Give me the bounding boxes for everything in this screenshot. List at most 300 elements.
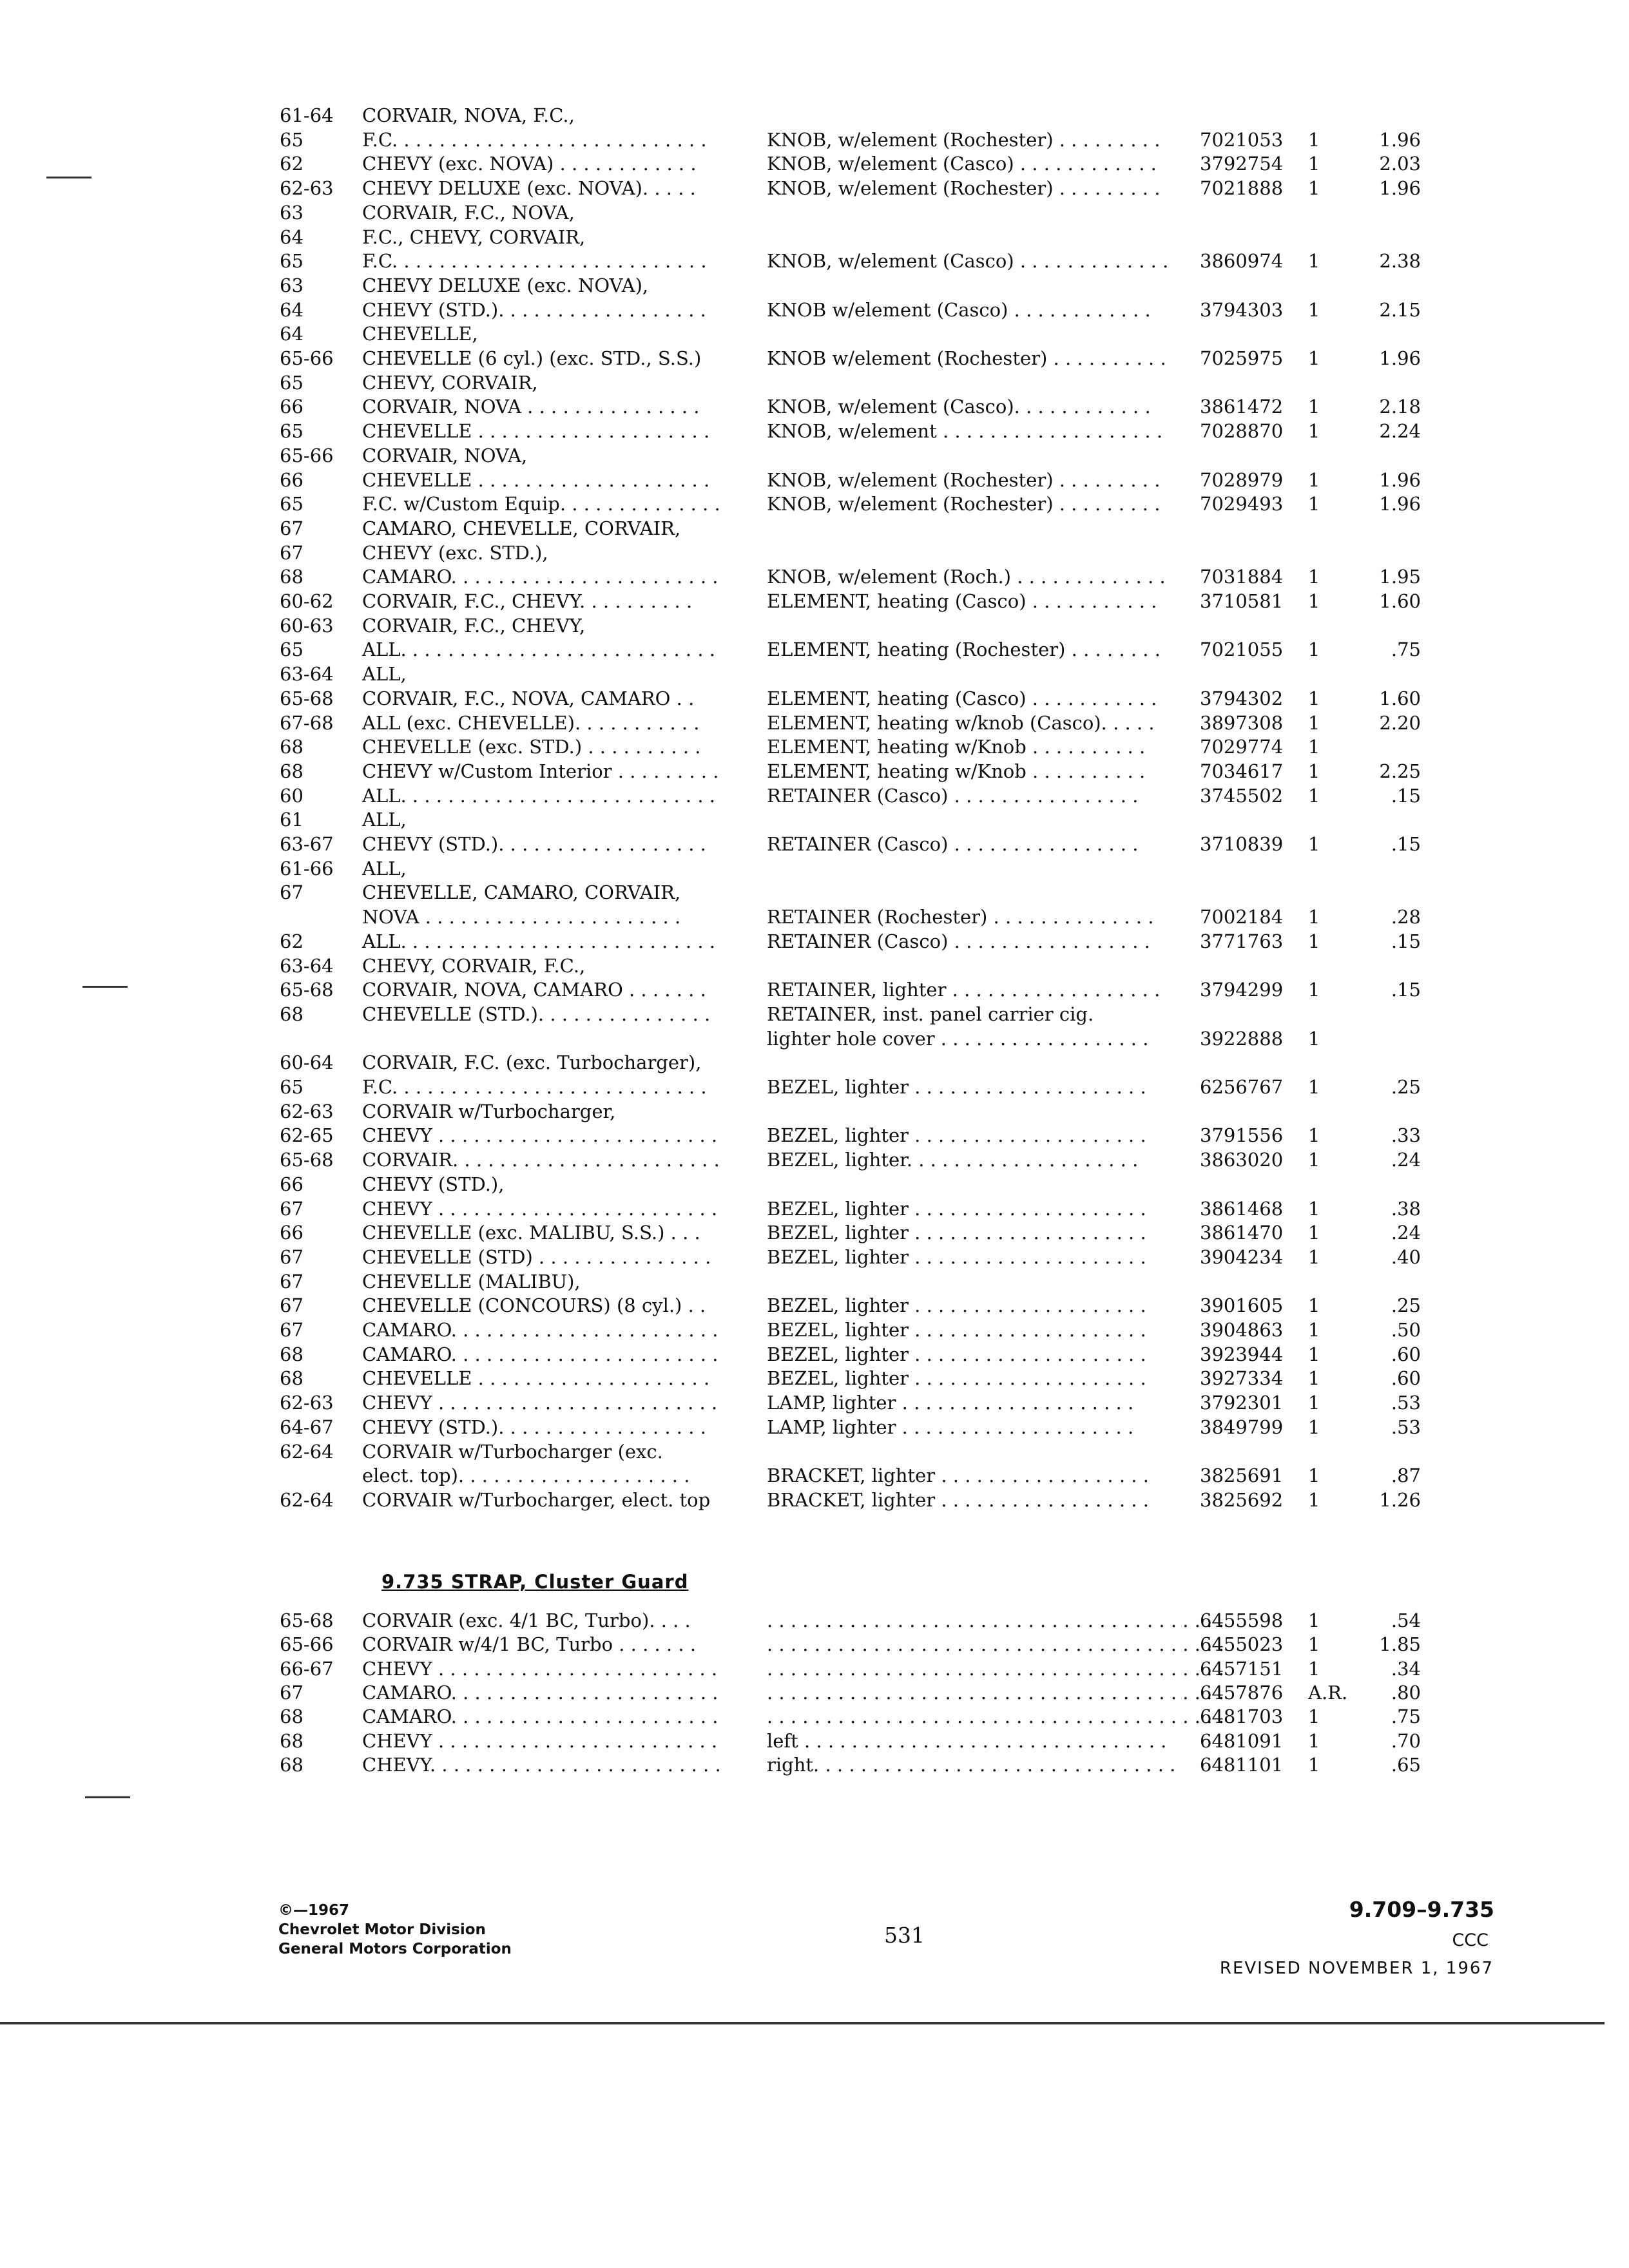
description-cell: KNOB, w/element (Casco) . . . . . . . . . . . . . — [767, 250, 1169, 273]
part-number-cell: 3794303 — [1200, 298, 1284, 321]
year-cell: 68 — [280, 1003, 304, 1025]
price-cell: 2.18 — [1379, 396, 1421, 418]
year-cell: 63-67 — [280, 833, 334, 855]
model-cell: CORVAIR, F.C. (exc. Turbocharger), — [362, 1052, 702, 1074]
year-cell: 68 — [280, 1367, 304, 1390]
year-cell: 62-63 — [280, 1100, 334, 1122]
quantity-cell: 1 — [1308, 1753, 1320, 1776]
table-row — [0, 1390, 1421, 1415]
year-cell: 61-64 — [280, 104, 334, 126]
part-number-cell: 3745502 — [1200, 784, 1284, 807]
model-cell: CORVAIR, NOVA, CAMARO . . . . . . . — [362, 979, 706, 1001]
model-cell: elect. top). . . . . . . . . . . . . . . . . . . . — [362, 1465, 690, 1487]
year-cell: 65-68 — [280, 1610, 334, 1631]
price-cell: 1.96 — [1379, 347, 1421, 369]
quantity-cell: 1 — [1308, 1245, 1320, 1268]
part-number-cell: 7028979 — [1200, 468, 1284, 491]
description-cell: ELEMENT, heating (Casco) . . . . . . . . . . . — [767, 687, 1157, 709]
quantity-cell: 1 — [1308, 1149, 1320, 1171]
table-row — [0, 1342, 1421, 1367]
quantity-cell: 1 — [1308, 1343, 1320, 1365]
price-cell: .28 — [1391, 906, 1421, 928]
description-cell: BEZEL, lighter . . . . . . . . . . . . . . . . . . . . — [767, 1124, 1146, 1147]
quantity-cell: 1 — [1308, 1416, 1320, 1438]
price-cell: .87 — [1391, 1465, 1421, 1487]
part-number-cell: 3791556 — [1200, 1124, 1284, 1147]
year-cell: 61-66 — [280, 857, 334, 879]
catalog-code: CCC — [1452, 1930, 1489, 1950]
year-cell: 65-66 — [280, 347, 334, 369]
description-cell: ELEMENT, heating (Casco) . . . . . . . . . . . — [767, 590, 1157, 612]
description-cell: BEZEL, lighter . . . . . . . . . . . . . . . . . . . . — [767, 1319, 1146, 1341]
model-cell: CORVAIR, NOVA, F.C., — [362, 104, 575, 126]
model-cell: CHEVY (STD.). . . . . . . . . . . . . . . . . . — [362, 1416, 706, 1438]
description-cell: BRACKET, lighter . . . . . . . . . . . . . . . . . . — [767, 1488, 1149, 1511]
year-cell: 68 — [280, 1729, 304, 1752]
quantity-cell: 1 — [1308, 1657, 1320, 1680]
price-cell: .34 — [1391, 1657, 1421, 1680]
quantity-cell: 1 — [1308, 906, 1320, 928]
quantity-cell: 1 — [1308, 250, 1320, 273]
part-number-cell: 3927334 — [1200, 1367, 1284, 1390]
part-number-cell: 7002184 — [1200, 906, 1284, 928]
price-cell: 2.24 — [1379, 420, 1421, 443]
table-row — [0, 662, 1421, 686]
table-row — [0, 1293, 1421, 1318]
description-cell: BEZEL, lighter . . . . . . . . . . . . . . . . . . . . — [767, 1076, 1146, 1098]
table-row — [0, 225, 1421, 249]
table-row — [0, 1704, 1421, 1729]
quantity-cell: 1 — [1308, 760, 1320, 782]
year-cell: 62 — [280, 930, 304, 952]
table-row — [0, 880, 1421, 905]
table-row — [0, 541, 1421, 565]
table-row — [0, 176, 1421, 200]
year-cell: 66 — [280, 1173, 304, 1195]
model-cell: CHEVY (STD.). . . . . . . . . . . . . . . . . . — [362, 298, 706, 321]
quantity-cell: 1 — [1308, 566, 1320, 588]
table-row — [0, 200, 1421, 225]
part-number-cell: 6481703 — [1200, 1706, 1284, 1728]
price-cell: .15 — [1391, 833, 1421, 855]
description-cell: . . . . . . . . . . . . . . . . . . . . . . . . . . . . . . . . . . . . . . . — [767, 1633, 1224, 1656]
part-number-cell: 3922888 — [1200, 1027, 1284, 1050]
year-cell: 67 — [280, 1197, 304, 1220]
table-row — [0, 1050, 1421, 1075]
year-cell: 67 — [280, 1270, 304, 1293]
model-cell: CHEVY. . . . . . . . . . . . . . . . . . . . . . . . . — [362, 1753, 721, 1776]
year-cell: 65-68 — [280, 979, 334, 1001]
model-cell: CORVAIR w/Turbocharger (exc. — [362, 1440, 663, 1463]
year-cell: 67 — [280, 517, 304, 539]
table-row — [0, 516, 1421, 541]
table-row — [0, 613, 1421, 638]
part-number-cell: 3861470 — [1200, 1222, 1284, 1244]
quantity-cell: 1 — [1308, 177, 1320, 200]
price-cell: 2.15 — [1379, 298, 1421, 321]
description-cell: lighter hole cover . . . . . . . . . . . . . . . . . . — [767, 1027, 1149, 1050]
description-cell: BEZEL, lighter . . . . . . . . . . . . . . . . . . . . — [767, 1197, 1146, 1220]
table-row — [0, 735, 1421, 759]
part-number-cell: 3861468 — [1200, 1197, 1284, 1220]
quantity-cell: 1 — [1308, 347, 1320, 369]
quantity-cell: 1 — [1308, 1488, 1320, 1511]
price-cell: .15 — [1391, 930, 1421, 952]
model-cell: ALL, — [362, 857, 407, 879]
description-cell: ELEMENT, heating w/Knob . . . . . . . . . . — [767, 736, 1146, 758]
table-row — [0, 1318, 1421, 1342]
part-number-cell: 3861472 — [1200, 396, 1284, 418]
part-number-cell: 7021053 — [1200, 128, 1284, 151]
model-cell: CHEVELLE, CAMARO, CORVAIR, — [362, 881, 681, 904]
model-cell: CHEVY . . . . . . . . . . . . . . . . . . . . . . . . — [362, 1657, 718, 1680]
price-cell: 2.20 — [1379, 711, 1421, 734]
table-row — [0, 954, 1421, 978]
revision-date: REVISED NOVEMBER 1, 1967 — [1219, 1959, 1494, 1978]
bottom-rule — [0, 2022, 1605, 2024]
part-number-cell: 6457151 — [1200, 1657, 1284, 1680]
part-number-cell: 3825692 — [1200, 1488, 1284, 1511]
year-cell: 67 — [280, 881, 304, 904]
price-cell: .60 — [1391, 1367, 1421, 1390]
year-cell: 60-62 — [280, 590, 334, 612]
year-cell: 65-68 — [280, 687, 334, 709]
quantity-cell: 1 — [1308, 736, 1320, 758]
table-row — [0, 905, 1421, 929]
year-cell: 64 — [280, 323, 304, 345]
description-cell: BEZEL, lighter. . . . . . . . . . . . . . . . . . . . — [767, 1149, 1139, 1171]
year-cell: 63 — [280, 201, 304, 224]
model-cell: CORVAIR, NOVA . . . . . . . . . . . . . . . — [362, 396, 700, 418]
model-cell: CORVAIR, F.C., NOVA, — [362, 201, 575, 224]
quantity-cell: 1 — [1308, 1633, 1320, 1656]
model-cell: CHEVELLE, — [362, 323, 478, 345]
table-row — [0, 637, 1421, 662]
table-row — [0, 783, 1421, 808]
description-cell: KNOB, w/element (Rochester) . . . . . . . . . — [767, 128, 1161, 151]
price-cell: 1.95 — [1379, 566, 1421, 588]
quantity-cell: 1 — [1308, 420, 1320, 443]
part-number-cell: 6455023 — [1200, 1633, 1284, 1656]
model-cell: CHEVELLE (STD) . . . . . . . . . . . . . . . — [362, 1245, 711, 1268]
description-cell: RETAINER (Casco) . . . . . . . . . . . . . . . . — [767, 833, 1139, 855]
table-row — [0, 103, 1421, 128]
table-row — [0, 1026, 1421, 1051]
model-cell: CHEVELLE (CONCOURS) (8 cyl.) . . — [362, 1294, 706, 1317]
price-cell: 1.96 — [1379, 493, 1421, 515]
table-row — [0, 1463, 1421, 1488]
price-cell: .65 — [1391, 1753, 1421, 1776]
part-number-cell: 7025975 — [1200, 347, 1284, 369]
model-cell: CHEVY, CORVAIR, — [362, 371, 538, 394]
price-cell: .75 — [1391, 639, 1421, 661]
year-cell: 66 — [280, 396, 304, 418]
part-number-cell: 3860974 — [1200, 250, 1284, 273]
price-cell: .40 — [1391, 1245, 1421, 1268]
model-cell: F.C. . . . . . . . . . . . . . . . . . . . . . . . . . . — [362, 128, 707, 151]
margin-mark — [46, 177, 92, 178]
price-cell: .25 — [1391, 1294, 1421, 1317]
year-cell: 65 — [280, 639, 304, 661]
description-cell: . . . . . . . . . . . . . . . . . . . . . . . . . . . . . . . . . . . . . . . — [767, 1610, 1224, 1631]
part-number-cell: 7034617 — [1200, 760, 1284, 782]
part-number-cell: 6481091 — [1200, 1729, 1284, 1752]
price-cell: .25 — [1391, 1076, 1421, 1098]
table-row — [0, 711, 1421, 735]
year-cell: 63-64 — [280, 663, 334, 686]
year-cell: 68 — [280, 736, 304, 758]
price-cell: .54 — [1391, 1610, 1421, 1631]
year-cell: 62-64 — [280, 1440, 334, 1463]
part-number-cell: 7029774 — [1200, 736, 1284, 758]
table-row — [0, 128, 1421, 152]
price-cell: 1.26 — [1379, 1488, 1421, 1511]
price-cell: .33 — [1391, 1124, 1421, 1147]
model-cell: CAMARO. . . . . . . . . . . . . . . . . . . . . . . — [362, 1681, 718, 1704]
quantity-cell: 1 — [1308, 1392, 1320, 1414]
model-cell: CHEVY . . . . . . . . . . . . . . . . . . . . . . . . — [362, 1197, 718, 1220]
price-cell: .24 — [1391, 1222, 1421, 1244]
year-cell: 67-68 — [280, 711, 334, 734]
year-cell: 68 — [280, 760, 304, 782]
year-cell: 64 — [280, 298, 304, 321]
price-cell: .15 — [1391, 979, 1421, 1001]
description-cell: BEZEL, lighter . . . . . . . . . . . . . . . . . . . . — [767, 1343, 1146, 1365]
model-cell: CHEVY (STD.), — [362, 1173, 505, 1195]
model-cell: CORVAIR w/Turbocharger, elect. top — [362, 1488, 711, 1511]
year-cell: 62-64 — [280, 1488, 334, 1511]
quantity-cell: 1 — [1308, 590, 1320, 612]
price-cell: .15 — [1391, 784, 1421, 807]
part-number-cell: 3792301 — [1200, 1392, 1284, 1414]
quantity-cell: 1 — [1308, 1319, 1320, 1341]
table-row — [0, 443, 1421, 468]
year-cell: 63-64 — [280, 954, 334, 977]
year-cell: 61 — [280, 809, 304, 831]
part-number-cell: 7029493 — [1200, 493, 1284, 515]
price-cell: 1.96 — [1379, 128, 1421, 151]
part-number-cell: 3710581 — [1200, 590, 1284, 612]
table-row — [0, 249, 1421, 273]
model-cell: CORVAIR (exc. 4/1 BC, Turbo). . . . — [362, 1610, 691, 1631]
price-cell: 1.85 — [1379, 1633, 1421, 1656]
year-cell: 62-63 — [280, 177, 334, 200]
quantity-cell: 1 — [1308, 468, 1320, 491]
model-cell: CHEVY DELUXE (exc. NOVA). . . . . — [362, 177, 696, 200]
description-cell: KNOB, w/element (Casco). . . . . . . . . . . . — [767, 396, 1151, 418]
description-cell: ELEMENT, heating (Rochester) . . . . . . . . — [767, 639, 1161, 661]
part-number-cell: 3904863 — [1200, 1319, 1284, 1341]
description-cell: KNOB, w/element (Casco) . . . . . . . . . . . . — [767, 153, 1157, 175]
model-cell: CHEVY . . . . . . . . . . . . . . . . . . . . . . . . — [362, 1124, 718, 1147]
year-cell: 62-65 — [280, 1124, 334, 1147]
description-cell: BEZEL, lighter . . . . . . . . . . . . . . . . . . . . — [767, 1245, 1146, 1268]
model-cell: CORVAIR, F.C., CHEVY. . . . . . . . . . — [362, 590, 693, 612]
part-number-cell: 7028870 — [1200, 420, 1284, 443]
model-cell: CORVAIR w/4/1 BC, Turbo . . . . . . . — [362, 1633, 697, 1656]
model-cell: CAMARO. . . . . . . . . . . . . . . . . . . . . . . — [362, 1706, 718, 1728]
table-row — [0, 1366, 1421, 1390]
description-cell: RETAINER (Casco) . . . . . . . . . . . . . . . . . — [767, 930, 1150, 952]
year-cell: 64 — [280, 226, 304, 248]
publisher-block — [278, 1901, 512, 1959]
quantity-cell: 1 — [1308, 128, 1320, 151]
table-row — [0, 1220, 1421, 1245]
quantity-cell: 1 — [1308, 396, 1320, 418]
year-cell: 67 — [280, 1681, 304, 1704]
year-cell: 68 — [280, 1753, 304, 1776]
part-number-cell: 7021888 — [1200, 177, 1284, 200]
quantity-cell: 1 — [1308, 930, 1320, 952]
year-cell: 65 — [280, 250, 304, 273]
table-row — [0, 298, 1421, 322]
model-cell: CAMARO, CHEVELLE, CORVAIR, — [362, 517, 681, 539]
year-cell: 63 — [280, 274, 304, 296]
description-cell: ELEMENT, heating w/Knob . . . . . . . . . . — [767, 760, 1146, 782]
year-cell: 67 — [280, 1245, 304, 1268]
table-row — [0, 856, 1421, 881]
table-row — [0, 1148, 1421, 1172]
corporation: General Motors Corporation — [278, 1941, 512, 1957]
year-cell: 65-66 — [280, 1633, 334, 1656]
description-cell: BRACKET, lighter . . . . . . . . . . . . . . . . . . — [767, 1465, 1149, 1487]
model-cell: ALL, — [362, 809, 407, 831]
year-cell: 62 — [280, 153, 304, 175]
year-cell: 65 — [280, 1076, 304, 1098]
model-cell: CHEVY . . . . . . . . . . . . . . . . . . . . . . . . — [362, 1729, 718, 1752]
table-row — [0, 1753, 1421, 1777]
table-row — [0, 1075, 1421, 1099]
part-number-cell: 7021055 — [1200, 639, 1284, 661]
model-cell: CAMARO. . . . . . . . . . . . . . . . . . . . . . . — [362, 1343, 718, 1365]
section-title: 9.735 STRAP, Cluster Guard — [381, 1571, 689, 1593]
description-cell: . . . . . . . . . . . . . . . . . . . . . . . . . . . . . . . . . . . . . . . — [767, 1681, 1224, 1704]
part-number-cell: 7031884 — [1200, 566, 1284, 588]
description-cell: LAMP, lighter . . . . . . . . . . . . . . . . . . . . — [767, 1416, 1134, 1438]
page-number: 531 — [884, 1923, 925, 1948]
price-cell: .60 — [1391, 1343, 1421, 1365]
year-cell: 62-63 — [280, 1392, 334, 1414]
quantity-cell: 1 — [1308, 687, 1320, 709]
table-row — [0, 322, 1421, 346]
table-row — [0, 1608, 1421, 1633]
model-cell: CORVAIR w/Turbocharger, — [362, 1100, 616, 1122]
part-number-cell: 6455598 — [1200, 1610, 1284, 1631]
year-cell: 66-67 — [280, 1657, 334, 1680]
description-cell: KNOB, w/element (Rochester) . . . . . . . . . — [767, 177, 1161, 200]
quantity-cell: 1 — [1308, 833, 1320, 855]
year-cell: 65 — [280, 420, 304, 443]
year-cell: 67 — [280, 1319, 304, 1341]
quantity-cell: 1 — [1308, 1610, 1320, 1631]
price-cell: 1.60 — [1379, 687, 1421, 709]
year-cell: 60-64 — [280, 1052, 334, 1074]
year-cell: 66 — [280, 468, 304, 491]
price-cell: .53 — [1391, 1392, 1421, 1414]
description-cell: . . . . . . . . . . . . . . . . . . . . . . . . . . . . . . . . . . . . . . . — [767, 1657, 1224, 1680]
part-number-cell: 3825691 — [1200, 1465, 1284, 1487]
model-cell: NOVA . . . . . . . . . . . . . . . . . . . . . . — [362, 906, 681, 928]
table-row — [0, 589, 1421, 613]
model-cell: F.C., CHEVY, CORVAIR, — [362, 226, 586, 248]
part-number-cell: 6481101 — [1200, 1753, 1284, 1776]
model-cell: CHEVELLE (6 cyl.) (exc. STD., S.S.) — [362, 347, 702, 369]
table-row — [0, 929, 1421, 954]
model-cell: CHEVELLE . . . . . . . . . . . . . . . . . . . . — [362, 468, 710, 491]
quantity-cell: A.R. — [1308, 1681, 1348, 1704]
model-cell: ALL (exc. CHEVELLE). . . . . . . . . . . — [362, 711, 700, 734]
model-cell: CHEVY (exc. NOVA) . . . . . . . . . . . . — [362, 153, 697, 175]
quantity-cell: 1 — [1308, 784, 1320, 807]
price-cell: 2.38 — [1379, 250, 1421, 273]
model-cell: CHEVY . . . . . . . . . . . . . . . . . . . . . . . . — [362, 1392, 718, 1414]
model-cell: CHEVELLE (exc. MALIBU, S.S.) . . . — [362, 1222, 700, 1244]
quantity-cell: 1 — [1308, 1222, 1320, 1244]
description-cell: RETAINER, inst. panel carrier cig. — [767, 1003, 1094, 1025]
price-cell: .50 — [1391, 1319, 1421, 1341]
price-cell: 2.25 — [1379, 760, 1421, 782]
description-cell: BEZEL, lighter . . . . . . . . . . . . . . . . . . . . — [767, 1294, 1146, 1317]
model-cell: CHEVELLE . . . . . . . . . . . . . . . . . . . . — [362, 1367, 710, 1390]
table-row — [0, 1099, 1421, 1124]
part-number-cell: 3901605 — [1200, 1294, 1284, 1317]
table-row — [0, 1632, 1421, 1657]
price-cell: .24 — [1391, 1149, 1421, 1171]
quantity-cell: 1 — [1308, 1027, 1320, 1050]
quantity-cell: 1 — [1308, 298, 1320, 321]
table-row — [0, 394, 1421, 419]
price-cell: 2.03 — [1379, 153, 1421, 175]
quantity-cell: 1 — [1308, 1706, 1320, 1728]
table-row — [0, 1123, 1421, 1148]
description-cell: ELEMENT, heating w/knob (Casco). . . . . — [767, 711, 1155, 734]
part-number-cell: 3771763 — [1200, 930, 1284, 952]
year-cell: 65-68 — [280, 1149, 334, 1171]
table-row — [0, 370, 1421, 395]
model-cell: CORVAIR. . . . . . . . . . . . . . . . . . . . . . . — [362, 1149, 720, 1171]
price-cell: .38 — [1391, 1197, 1421, 1220]
year-cell: 60-63 — [280, 614, 334, 637]
margin-mark — [82, 986, 128, 988]
year-cell: 67 — [280, 541, 304, 564]
quantity-cell: 1 — [1308, 639, 1320, 661]
description-cell: KNOB w/element (Rochester) . . . . . . . . . . — [767, 347, 1166, 369]
table-row — [0, 419, 1421, 443]
description-cell: BEZEL, lighter . . . . . . . . . . . . . . . . . . . . — [767, 1367, 1146, 1390]
margin-mark — [85, 1796, 130, 1798]
table-row — [0, 346, 1421, 370]
description-cell: . . . . . . . . . . . . . . . . . . . . . . . . . . . . . . . . . . . . . . . — [767, 1706, 1224, 1728]
year-cell: 60 — [280, 784, 304, 807]
table-row — [0, 1439, 1421, 1464]
year-cell: 65 — [280, 493, 304, 515]
price-cell: .80 — [1391, 1681, 1421, 1704]
part-number-cell: 3923944 — [1200, 1343, 1284, 1365]
table-row — [0, 686, 1421, 711]
table-row — [0, 759, 1421, 783]
quantity-cell: 1 — [1308, 493, 1320, 515]
quantity-cell: 1 — [1308, 1124, 1320, 1147]
model-cell: CHEVELLE (STD.). . . . . . . . . . . . . . . — [362, 1003, 711, 1025]
price-cell: .53 — [1391, 1416, 1421, 1438]
table-row — [0, 564, 1421, 589]
table-row — [0, 1196, 1421, 1221]
part-number-cell: 3849799 — [1200, 1416, 1284, 1438]
year-cell: 66 — [280, 1222, 304, 1244]
description-cell: KNOB, w/element (Roch.) . . . . . . . . . . . . . — [767, 566, 1166, 588]
year-cell: 68 — [280, 566, 304, 588]
part-number-cell: 3794302 — [1200, 687, 1284, 709]
